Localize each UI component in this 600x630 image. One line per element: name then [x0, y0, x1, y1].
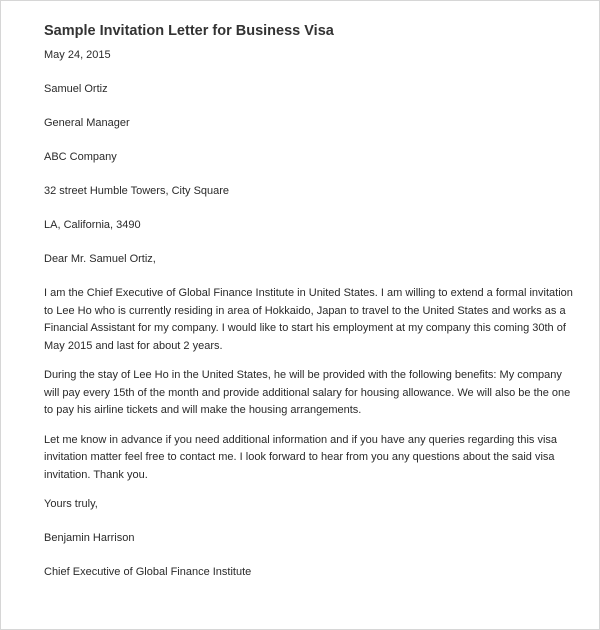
paragraph-closing-remarks: Let me know in advance if you need additional information and if you have any queries regarding this visa invitation matter feel free to contact me. I look forward to hear from you any questions about the said visa invitation. Thank you. — [44, 433, 558, 481]
signer-title: Chief Executive of Global Finance Institute — [44, 566, 252, 578]
letter-body — [44, 21, 574, 598]
salutation: Dear Mr. Samuel Ortiz, — [44, 253, 156, 265]
letter-title: Sample Invitation Letter for Business Visa — [44, 23, 334, 39]
paragraph-benefits: During the stay of Lee Ho in the United States, he will be provided with the following benefits: My company will pay every 15th of the month and provide additional salary for housing allowance. We will also be the one to pay his airline tickets and will make the housing arrangements. — [44, 369, 571, 416]
recipient-title: General Manager — [44, 117, 130, 129]
recipient-company: ABC Company — [44, 151, 117, 163]
recipient-name: Samuel Ortiz — [44, 83, 108, 95]
paragraph-invitation: I am the Chief Executive of Global Finance Institute in United States. I am willing to extend a formal invitation to Lee Ho who is currently residing in area of Hokkaido, Japan to travel to the United States and works as a Financial Assistant for my company. I would like to start his employment at my company this coming 30th of May 2015 and last for about 2 years. — [44, 287, 573, 352]
recipient-city: LA, California, 3490 — [44, 219, 141, 231]
closing: Yours truly, — [44, 498, 98, 510]
signer-name: Benjamin Harrison — [44, 532, 135, 544]
letter-date: May 24, 2015 — [44, 49, 111, 61]
recipient-street: 32 street Humble Towers, City Square — [44, 185, 230, 197]
